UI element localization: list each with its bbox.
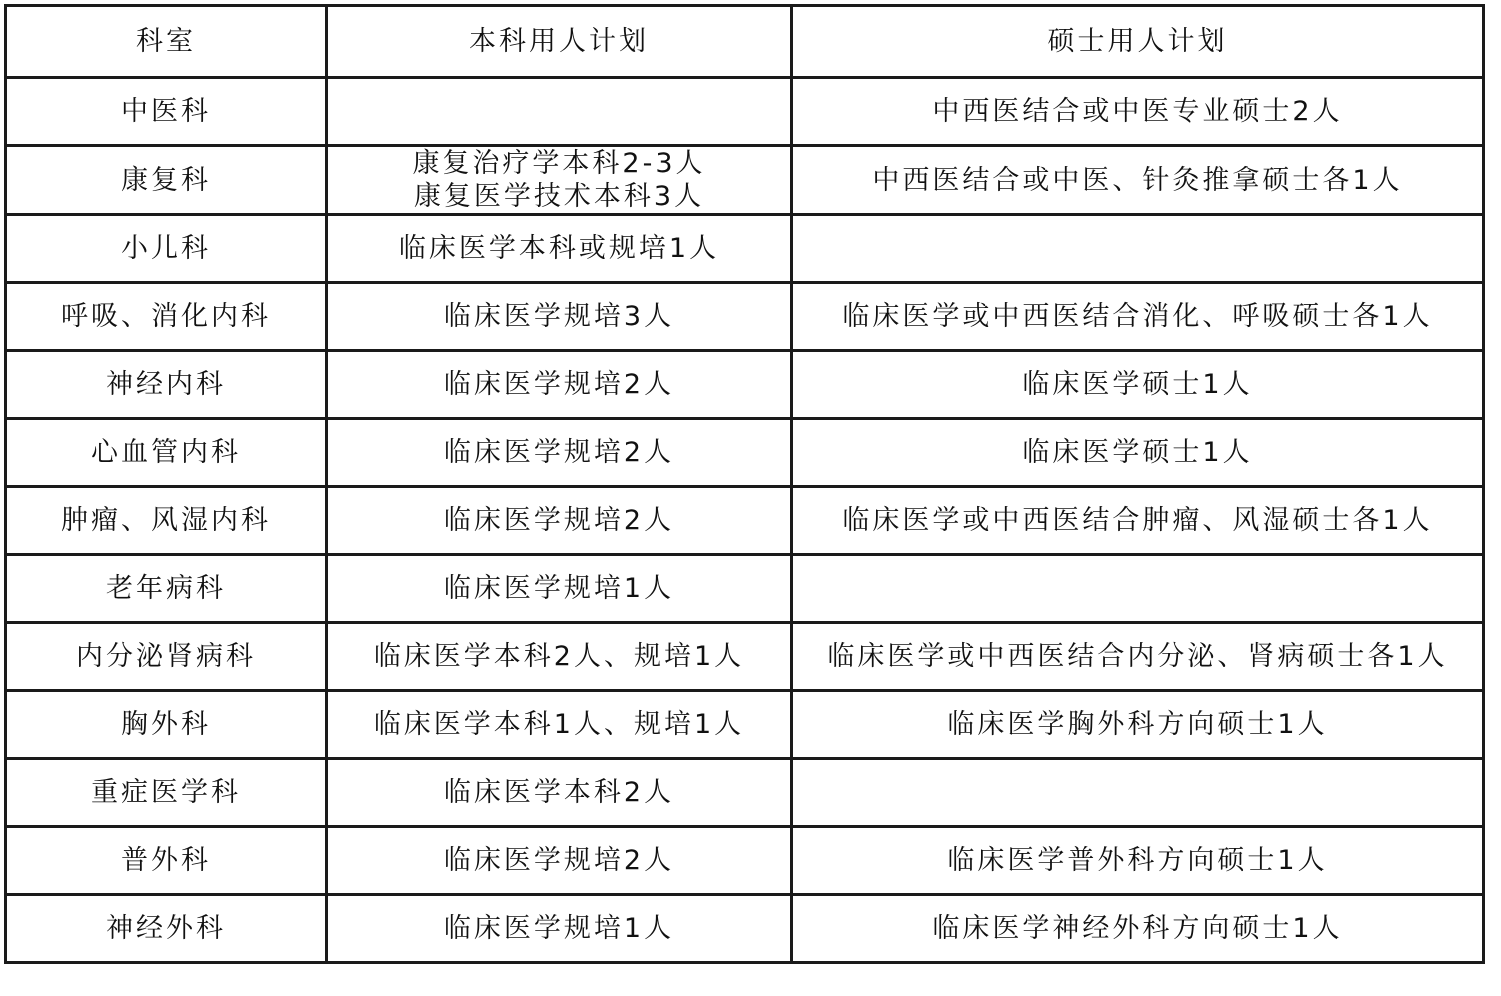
bachelor-plan-cell-text: 临床医学规培3人 xyxy=(443,301,675,332)
master-plan-cell-text: 中西医结合或中医专业硕士2人 xyxy=(932,96,1343,127)
department-cell-text: 老年病科 xyxy=(106,573,226,604)
table-bottom-border xyxy=(4,992,1496,996)
master-plan-cell xyxy=(792,283,1484,351)
table-row xyxy=(6,487,1484,555)
department-cell-text: 胸外科 xyxy=(121,709,211,740)
header-master-plan: 硕士用人计划 xyxy=(792,6,1484,78)
master-plan-cell xyxy=(792,827,1484,895)
bachelor-plan-cell-text: 临床医学规培2人 xyxy=(443,437,675,468)
bachelor-plan-cell xyxy=(327,487,792,555)
master-plan-cell xyxy=(792,419,1484,487)
master-plan-cell xyxy=(792,487,1484,555)
master-plan-cell-text: 临床医学胸外科方向硕士1人 xyxy=(947,709,1328,740)
master-plan-cell xyxy=(792,351,1484,419)
table-row xyxy=(6,215,1484,283)
table-row xyxy=(6,283,1484,351)
master-plan-cell-text: 临床医学或中西医结合肿瘤、风湿硕士各1人 xyxy=(842,505,1433,536)
master-plan-cell-text: 临床医学或中西医结合消化、呼吸硕士各1人 xyxy=(842,301,1433,332)
department-cell-text: 内分泌肾病科 xyxy=(76,641,256,672)
bachelor-plan-cell xyxy=(327,555,792,623)
table-row xyxy=(6,895,1484,963)
master-plan-cell xyxy=(792,78,1484,146)
bachelor-plan-cell xyxy=(327,351,792,419)
bachelor-plan-cell-text: 临床医学本科2人 xyxy=(443,777,675,808)
department-cell-text: 呼吸、消化内科 xyxy=(61,301,271,332)
bachelor-plan-cell xyxy=(327,146,792,215)
bachelor-plan-cell-text: 临床医学本科2人、规培1人 xyxy=(373,641,745,672)
master-plan-cell-text: 临床医学神经外科方向硕士1人 xyxy=(932,913,1343,944)
department-cell-text: 肿瘤、风湿内科 xyxy=(61,505,271,536)
bachelor-plan-cell xyxy=(327,78,792,146)
table-row xyxy=(6,691,1484,759)
bachelor-plan-cell xyxy=(327,691,792,759)
department-cell xyxy=(6,759,327,827)
department-cell xyxy=(6,623,327,691)
department-cell-text: 中医科 xyxy=(121,96,211,127)
master-plan-cell-text: 临床医学普外科方向硕士1人 xyxy=(947,845,1328,876)
staffing-plan-table xyxy=(4,4,1485,964)
master-plan-cell xyxy=(792,555,1484,623)
master-plan-cell-text: 临床医学或中西医结合内分泌、肾病硕士各1人 xyxy=(827,641,1448,672)
department-cell-text: 重症医学科 xyxy=(91,777,241,808)
department-cell-text: 心血管内科 xyxy=(91,437,241,468)
table-row xyxy=(6,827,1484,895)
bachelor-plan-cell xyxy=(327,419,792,487)
master-plan-cell xyxy=(792,215,1484,283)
bachelor-plan-cell-text: 临床医学本科1人、规培1人 xyxy=(373,709,745,740)
department-cell xyxy=(6,419,327,487)
department-cell-text: 普外科 xyxy=(121,845,211,876)
table-header-row xyxy=(6,6,1484,78)
bachelor-plan-cell xyxy=(327,623,792,691)
table-row xyxy=(6,759,1484,827)
bachelor-plan-cell-text: 康复治疗学本科2-3人 康复医学技术本科3人 xyxy=(412,148,706,212)
master-plan-cell xyxy=(792,623,1484,691)
table-row xyxy=(6,419,1484,487)
department-cell xyxy=(6,78,327,146)
bachelor-plan-cell xyxy=(327,895,792,963)
bachelor-plan-cell-text: 临床医学规培1人 xyxy=(443,913,675,944)
department-cell xyxy=(6,215,327,283)
table-row xyxy=(6,78,1484,146)
table-row xyxy=(6,351,1484,419)
department-cell-text: 神经内科 xyxy=(106,369,226,400)
bachelor-plan-cell-text: 临床医学规培2人 xyxy=(443,505,675,536)
bachelor-plan-cell-text: 临床医学规培1人 xyxy=(443,573,675,604)
department-cell xyxy=(6,555,327,623)
bachelor-plan-cell xyxy=(327,827,792,895)
master-plan-cell xyxy=(792,146,1484,215)
header-department: 科室 xyxy=(6,6,327,78)
bachelor-plan-cell-text: 临床医学规培2人 xyxy=(443,369,675,400)
department-cell xyxy=(6,895,327,963)
bachelor-plan-cell xyxy=(327,759,792,827)
department-cell xyxy=(6,827,327,895)
bachelor-plan-cell-text: 临床医学规培2人 xyxy=(443,845,675,876)
table-row xyxy=(6,623,1484,691)
header-bachelor-plan: 本科用人计划 xyxy=(327,6,792,78)
master-plan-cell xyxy=(792,691,1484,759)
bachelor-plan-cell xyxy=(327,215,792,283)
bachelor-plan-cell-text: 临床医学本科或规培1人 xyxy=(398,233,720,264)
table-row xyxy=(6,146,1484,215)
department-cell-text: 小儿科 xyxy=(121,233,211,264)
master-plan-cell-text: 临床医学硕士1人 xyxy=(1022,369,1253,400)
bachelor-plan-cell xyxy=(327,283,792,351)
department-cell xyxy=(6,283,327,351)
master-plan-cell-text: 临床医学硕士1人 xyxy=(1022,437,1253,468)
department-cell-text: 神经外科 xyxy=(106,913,226,944)
department-cell xyxy=(6,146,327,215)
master-plan-cell xyxy=(792,895,1484,963)
master-plan-cell xyxy=(792,759,1484,827)
department-cell-text: 康复科 xyxy=(121,164,211,196)
table-body xyxy=(6,78,1484,963)
department-cell xyxy=(6,487,327,555)
table-row xyxy=(6,555,1484,623)
department-cell xyxy=(6,691,327,759)
master-plan-cell-text: 中西医结合或中医、针灸推拿硕士各1人 xyxy=(872,164,1403,196)
department-cell xyxy=(6,351,327,419)
